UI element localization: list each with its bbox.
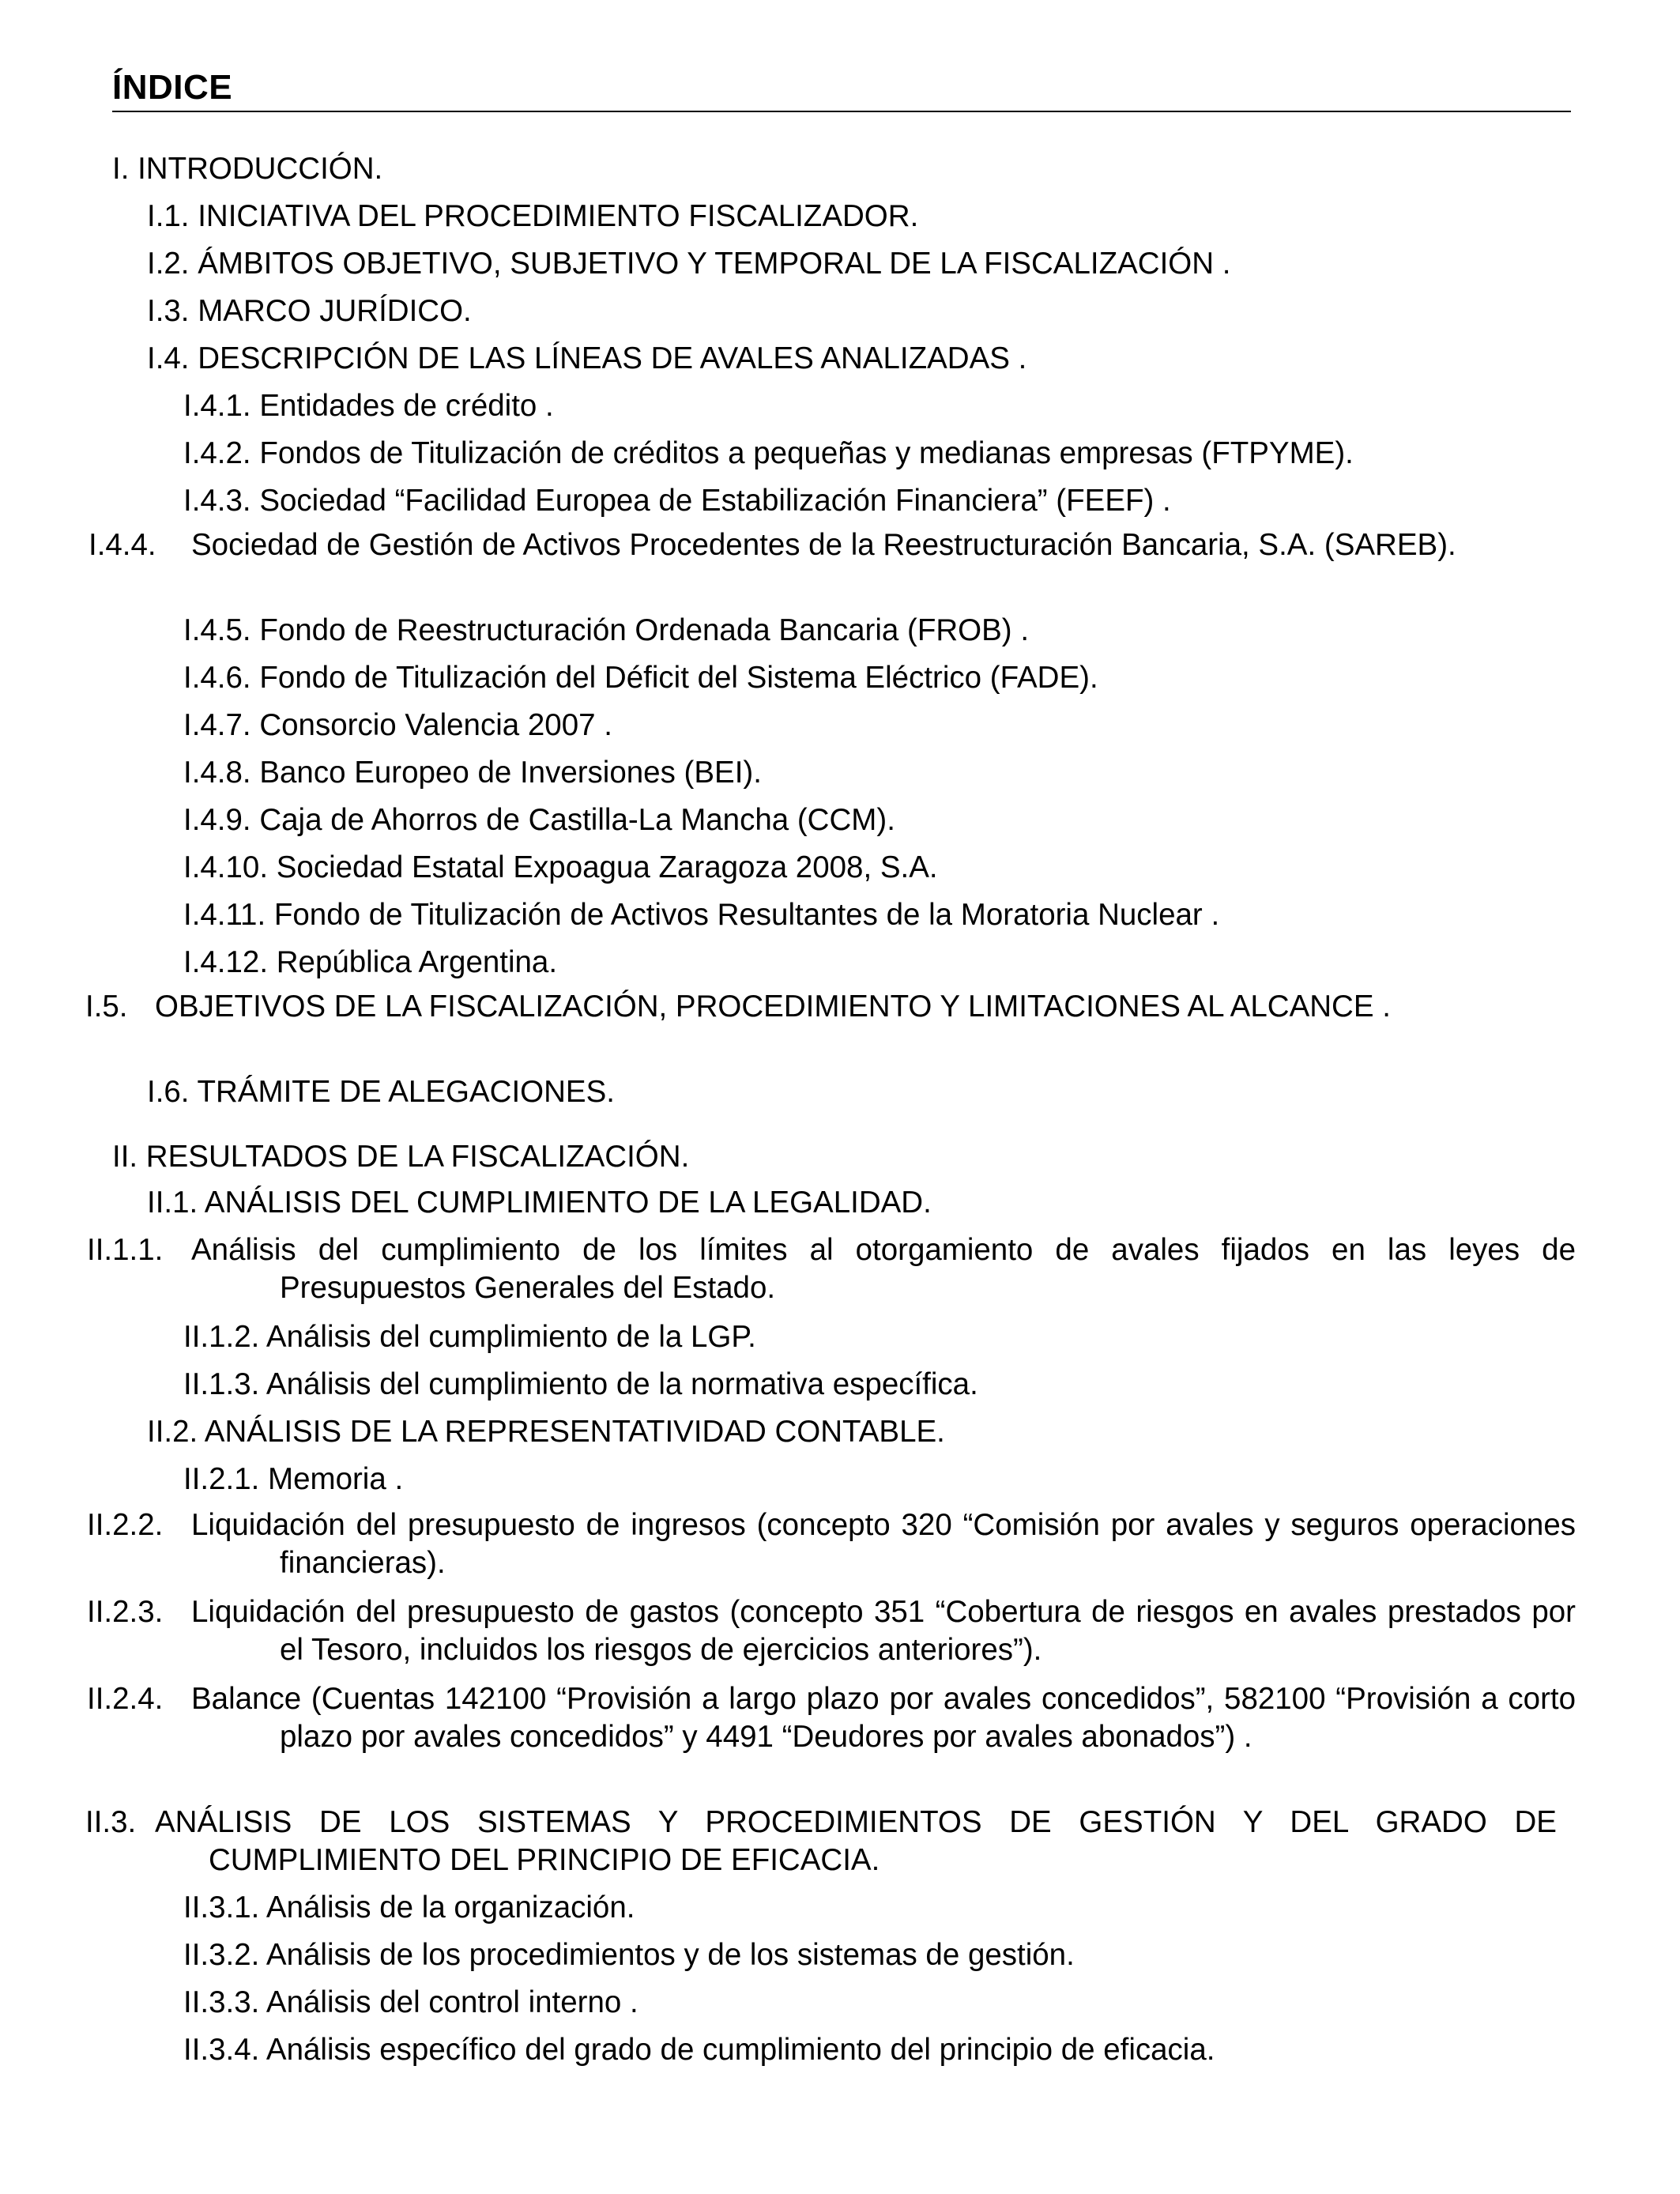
toc-entry[interactable] <box>183 482 1171 520</box>
toc-entry[interactable] <box>183 707 612 745</box>
toc-entry-dot: . <box>630 1985 638 2019</box>
toc-entry[interactable] <box>183 849 938 887</box>
toc-entry-title: Análisis del cumplimiento de la normativa específica <box>266 1367 970 1401</box>
toc-entry-dot: . <box>1382 990 1391 1023</box>
toc-entry-title: MARCO JURÍDICO <box>198 294 464 328</box>
toc-entry-title: OBJETIVOS DE LA FISCALIZACIÓN, PROCEDIMIENTO Y LIMITACIONES AL ALCANCE <box>155 990 1374 1023</box>
toc-entry-number: II.3. <box>85 1805 137 1839</box>
toc-entry-number: I.6. <box>147 1075 190 1109</box>
toc-entry[interactable] <box>183 944 557 982</box>
toc-entry[interactable] <box>183 801 895 839</box>
toc-entry-title: Análisis de los procedimientos y de los sistemas de gestión <box>266 1938 1067 1972</box>
toc-entry-dot: . <box>887 803 895 837</box>
toc-entry-dot: . <box>548 945 558 979</box>
toc-entry-dot: . <box>545 389 554 423</box>
toc-entry[interactable] <box>112 1138 689 1176</box>
toc-entry[interactable] <box>89 526 1574 564</box>
toc-entry-number: I.4.12. <box>183 945 269 979</box>
toc-entry-title: Sociedad “Facilidad Europea de Estabilización Financiera” (FEEF) <box>259 484 1155 518</box>
toc-entry-title: Análisis del cumplimiento de los límites al otorgamiento de avales fijados en las leyes de Presupuestos Generales del Estado <box>191 1233 1576 1305</box>
title-underline <box>112 111 1571 112</box>
toc-entry-title: Análisis específico del grado de cumplimiento del principio de eficacia <box>266 2033 1207 2067</box>
toc-entry-title: Sociedad de Gestión de Activos Procedentes de la Reestructuración Bancaria, S.A. (SAREB) <box>191 528 1448 562</box>
toc-entry[interactable] <box>183 612 1029 650</box>
toc-entry-dot: . <box>1211 898 1220 932</box>
toc-entry[interactable] <box>183 659 1098 697</box>
toc-entry[interactable] <box>147 1184 932 1222</box>
toc-entry-number: I.4.9. <box>183 803 251 837</box>
toc-entry-number: II.3.2. <box>183 1938 260 1972</box>
toc-entry-dot: . <box>606 1075 615 1109</box>
toc-entry-number: II.2.2. <box>87 1508 164 1542</box>
toc-entry-dot: . <box>871 1843 880 1877</box>
toc-entry-title: Memoria <box>268 1462 386 1496</box>
toc-entry-dot: . <box>463 294 472 328</box>
toc-entry-number: II.2.4. <box>87 1682 164 1716</box>
toc-entry[interactable] <box>183 435 1354 473</box>
toc-entry-number: I. <box>112 152 130 186</box>
toc-entry[interactable] <box>87 1593 1576 1669</box>
toc-entry-title: República Argentina <box>276 945 549 979</box>
toc-entry[interactable] <box>183 754 762 792</box>
toc-entry-number: I.4.8. <box>183 756 251 790</box>
toc-entry-title: Fondo de Titulización del Déficit del Sistema Eléctrico (FADE) <box>259 661 1090 695</box>
toc-entry-title: Fondo de Titulización de Activos Resultantes de la Moratoria Nuclear <box>273 898 1203 932</box>
toc-entry-title: Fondo de Reestructuración Ordenada Bancaria (FROB) <box>259 613 1012 647</box>
toc-entry[interactable] <box>87 1231 1576 1307</box>
toc-entry-dot: . <box>753 756 762 790</box>
toc-entry-dot: . <box>1243 1720 1252 1754</box>
toc-entry[interactable] <box>147 245 1230 283</box>
toc-entry-number: I.4.7. <box>183 708 251 742</box>
toc-entry[interactable] <box>147 292 472 330</box>
toc-entry[interactable] <box>183 1889 635 1927</box>
toc-entry-title: RESULTADOS DE LA FISCALIZACIÓN <box>145 1140 681 1174</box>
toc-entry-title: Análisis de la organización <box>266 1891 627 1924</box>
toc-entry-title: INTRODUCCIÓN <box>137 152 375 186</box>
toc-entry-title: ANÁLISIS DEL CUMPLIMIENTO DE LA LEGALIDAD <box>204 1186 924 1220</box>
toc-entry-number: II.2.3. <box>87 1595 164 1629</box>
toc-entry-title: TRÁMITE DE ALEGACIONES <box>197 1075 607 1109</box>
toc-entry-number: II.1.1. <box>87 1233 164 1267</box>
toc-entry-dot: . <box>680 1140 690 1174</box>
toc-entry-dot: . <box>1033 1633 1042 1667</box>
toc-entry-dot: . <box>1162 484 1171 518</box>
toc-entry-title: Liquidación del presupuesto de gastos (concepto 351 “Cobertura de riesgos en avales prestados por el Tesoro, incluidos los riesgos de ejercicios anteriores”) <box>191 1595 1576 1667</box>
toc-entry-number: I.4. <box>147 341 190 375</box>
toc-entry-dot: . <box>1222 247 1231 281</box>
toc-entry-number: I.4.2. <box>183 436 251 470</box>
toc-entry[interactable] <box>87 1680 1576 1756</box>
toc-entry-title: Fondos de Titulización de créditos a pequeñas y medianas empresas (FTPYME) <box>259 436 1346 470</box>
toc-entry-number: I.4.4. <box>89 528 156 562</box>
toc-entry[interactable] <box>183 1984 638 2022</box>
toc-entry-number: I.1. <box>147 199 190 233</box>
toc-entry-number: II.1. <box>147 1186 198 1220</box>
toc-entry-number: II. <box>112 1140 138 1174</box>
toc-entry-dot: . <box>936 1415 945 1449</box>
toc-entry-title: Caja de Ahorros de Castilla-La Mancha (CCM) <box>259 803 887 837</box>
toc-entry-number: I.4.1. <box>183 389 251 423</box>
toc-entry-number: II.3.1. <box>183 1891 260 1924</box>
toc-entry-number: I.4.11. <box>183 898 266 932</box>
toc-entry-dot: . <box>394 1462 404 1496</box>
toc-entry-dot: . <box>970 1367 978 1401</box>
toc-entry[interactable] <box>183 1461 403 1498</box>
toc-entry-number: II.2. <box>147 1415 198 1449</box>
toc-entry[interactable] <box>147 340 1026 378</box>
toc-entry[interactable] <box>147 1413 945 1451</box>
toc-entry-dot: . <box>1345 436 1354 470</box>
toc-entry[interactable] <box>183 1366 978 1404</box>
toc-entry-number: II.1.2. <box>183 1320 260 1354</box>
toc-entry-dot: . <box>1206 2033 1215 2067</box>
toc-entry-number: I.3. <box>147 294 190 328</box>
toc-entry[interactable] <box>112 150 382 188</box>
toc-entry[interactable] <box>87 1506 1576 1582</box>
toc-entry-number: II.1.3. <box>183 1367 260 1401</box>
toc-entry-dot: . <box>437 1546 446 1580</box>
toc-entry[interactable] <box>183 387 554 425</box>
toc-entry[interactable] <box>147 198 918 236</box>
toc-entry-title: Análisis del cumplimiento de la LGP <box>266 1320 748 1354</box>
toc-entry-number: I.2. <box>147 247 190 281</box>
toc-entry-title: Balance (Cuentas 142100 “Provisión a largo plazo por avales concedidos”, 582100 “Provisión a corto plazo por avales concedidos” y 4491 “Deudores por avales abonados”) <box>191 1682 1576 1754</box>
toc-entry-title: ANÁLISIS DE LOS SISTEMAS Y PROCEDIMIENTOS DE GESTIÓN Y DEL GRADO DE CUMPLIMIENTO DEL PRINCIPIO DE EFICACIA <box>155 1805 1557 1877</box>
toc-entry-number: I.4.5. <box>183 613 251 647</box>
toc-entry[interactable] <box>183 1318 756 1356</box>
toc-entry-number: II.3.4. <box>183 2033 260 2067</box>
toc-entry-title: Sociedad Estatal Expoagua Zaragoza 2008, S.A <box>276 850 929 884</box>
page-title: ÍNDICE <box>112 68 233 107</box>
toc-entry-dot: . <box>1089 661 1098 695</box>
toc-entry-dot: . <box>374 152 383 186</box>
toc-entry-dot: . <box>1448 528 1456 562</box>
toc-entry-dot: . <box>923 1186 932 1220</box>
toc-entry[interactable] <box>85 1804 1557 1879</box>
toc-entry-title: DESCRIPCIÓN DE LAS LÍNEAS DE AVALES ANALIZADAS <box>198 341 1010 375</box>
toc-entry-dot: . <box>626 1891 635 1924</box>
toc-entry-dot: . <box>767 1271 776 1305</box>
toc-entry-number: I.5. <box>85 990 128 1023</box>
toc-entry-dot: . <box>748 1320 756 1354</box>
toc-entry-title: ÁMBITOS OBJETIVO, SUBJETIVO Y TEMPORAL DE LA FISCALIZACIÓN <box>198 247 1215 281</box>
toc-entry-dot: . <box>910 199 919 233</box>
toc-entry-title: Entidades de crédito <box>259 389 537 423</box>
toc-entry-title: ANÁLISIS DE LA REPRESENTATIVIDAD CONTABLE <box>204 1415 937 1449</box>
toc-entry-number: I.4.6. <box>183 661 251 695</box>
toc-entry-number: II.3.3. <box>183 1985 260 2019</box>
toc-entry-title: Consorcio Valencia 2007 <box>259 708 596 742</box>
toc-entry-dot: . <box>929 850 938 884</box>
toc-entry-dot: . <box>1066 1938 1075 1972</box>
toc-entry[interactable] <box>85 988 1557 1026</box>
toc-entry-title: Liquidación del presupuesto de ingresos (concepto 320 “Comisión por avales y seguros operaciones financieras) <box>191 1508 1576 1580</box>
toc-entry[interactable] <box>183 1936 1075 1974</box>
toc-entry-dot: . <box>1020 613 1030 647</box>
toc-entry[interactable] <box>147 1073 615 1111</box>
toc-entry-number: I.4.10. <box>183 850 269 884</box>
toc-entry-title: Banco Europeo de Inversiones (BEI) <box>259 756 754 790</box>
toc-entry[interactable] <box>183 896 1219 934</box>
toc-entry-number: II.2.1. <box>183 1462 260 1496</box>
toc-entry-title: Análisis del control interno <box>266 1985 622 2019</box>
toc-entry-dot: . <box>1018 341 1027 375</box>
toc-entry-dot: . <box>604 708 612 742</box>
toc-entry-title: INICIATIVA DEL PROCEDIMIENTO FISCALIZADOR <box>198 199 910 233</box>
toc-entry[interactable] <box>183 2031 1215 2069</box>
toc-entry-number: I.4.3. <box>183 484 251 518</box>
